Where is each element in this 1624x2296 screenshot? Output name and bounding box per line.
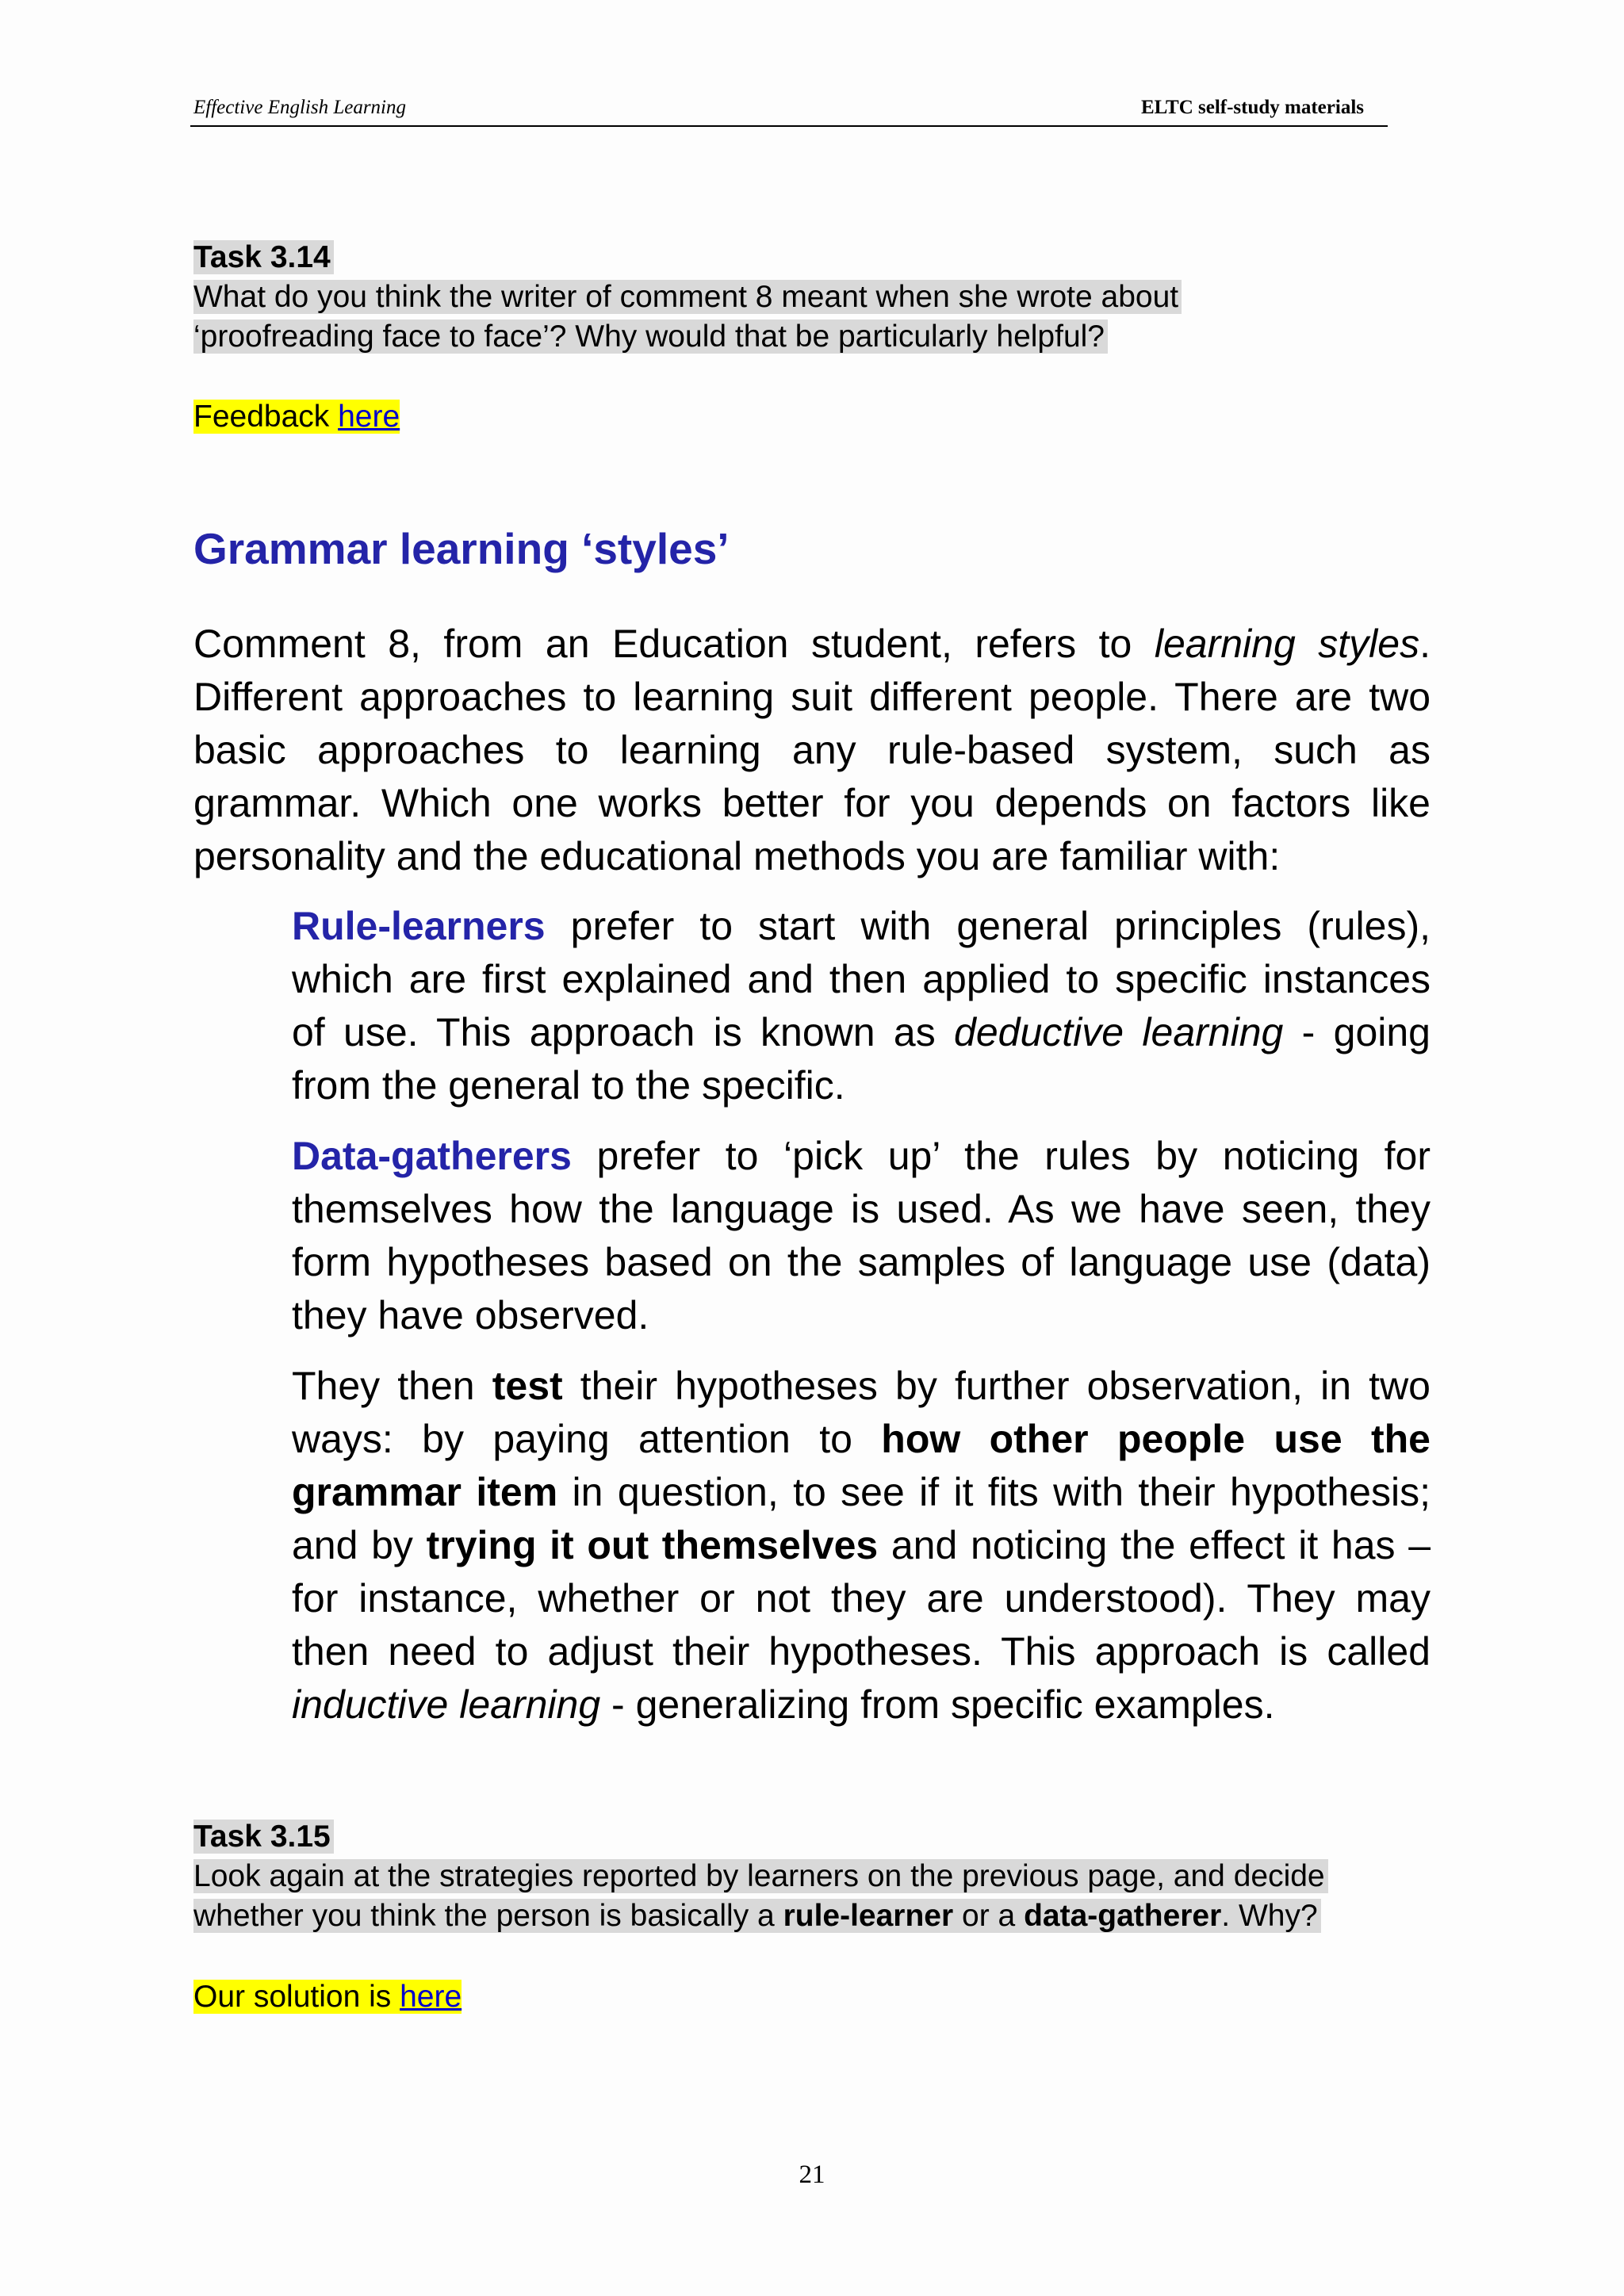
paragraph-text: in question, to see if it fits with their hypothesis; and by (292, 1470, 1431, 1567)
task-bold-term: rule-learner (783, 1899, 954, 1933)
term-rule-learners: Rule-learners (292, 904, 546, 948)
task-title: Task 3.14 (193, 240, 334, 274)
task-text: or a (953, 1899, 1025, 1933)
task-box (193, 238, 1182, 357)
data-gatherers-paragraph (292, 1130, 1431, 1342)
task-bold-term: data-gatherer (1024, 1899, 1222, 1933)
solution-label: Our solution is (193, 1980, 400, 2014)
paragraph-text: - going from the general to the specific. (292, 1010, 1431, 1108)
task-text-line: Look again at the strategies reported by learners on the previous page, and decide (193, 1859, 1328, 1893)
task-text-line: ‘proofreading face to face’? Why would that be particularly helpful? (193, 320, 1108, 354)
running-header (190, 94, 1388, 127)
task-text-line (193, 1899, 1321, 1933)
task-title: Task 3.15 (193, 1820, 334, 1854)
paragraph-text: their hypotheses by further observation, in two ways: by paying attention to (292, 1364, 1431, 1461)
paragraph-text: - generalizing from specific examples. (600, 1682, 1275, 1727)
paragraph-bold: trying it out themselves (426, 1523, 879, 1567)
task-box (193, 1817, 1328, 1936)
paragraph-text: prefer to ‘pick up’ the rules by noticing for themselves how the language is used. As we have seen, they form hypotheses based on the samples of language use (data) they have observed. (292, 1134, 1431, 1337)
solution-line (193, 1977, 462, 2017)
feedback-link[interactable]: here (338, 400, 400, 434)
paragraph-bold: how other people use the grammar item (292, 1417, 1431, 1514)
feedback-label: Feedback (193, 400, 339, 434)
paragraph-emphasis: deductive learning (954, 1010, 1284, 1054)
paragraph-text: prefer to start with general principles (rules), which are first explained and then applied to specific instances of use. This approach is known as (292, 904, 1431, 1054)
section-heading: Grammar learning ‘styles’ (193, 524, 730, 573)
header-series: ELTC self-study materials (1140, 97, 1364, 118)
paragraph-text: and noticing the effect it has – for instance, whether or not they are understood). They may then need to adjust their hypotheses. This approach is called (292, 1523, 1431, 1674)
rule-learners-paragraph (292, 900, 1431, 1112)
paragraph-emphasis: inductive learning (292, 1682, 601, 1727)
intro-paragraph (193, 618, 1431, 883)
task-text-line: What do you think the writer of comment 8 meant when she wrote about (193, 280, 1182, 314)
intro-emphasis: learning styles (1154, 622, 1420, 666)
page-number: 21 (799, 2160, 825, 2189)
testing-paragraph (292, 1360, 1431, 1732)
intro-text: . Different approaches to learning suit different people. There are two basic approaches to learning any rule-based system, such as grammar. Which one works better for you depends on factors like personality and the educational methods you are familiar with: (193, 622, 1431, 878)
header-title: Effective English Learning (193, 97, 407, 118)
intro-text: Comment 8, from an Education student, refers to (193, 622, 1155, 666)
solution-link[interactable]: here (400, 1980, 462, 2014)
paragraph-text: They then (292, 1364, 492, 1408)
feedback-line (193, 397, 400, 437)
task-text: whether you think the person is basically a (193, 1899, 783, 1933)
paragraph-bold: test (492, 1364, 563, 1408)
task-text: . Why? (1221, 1899, 1318, 1933)
term-data-gatherers: Data-gatherers (292, 1134, 572, 1178)
